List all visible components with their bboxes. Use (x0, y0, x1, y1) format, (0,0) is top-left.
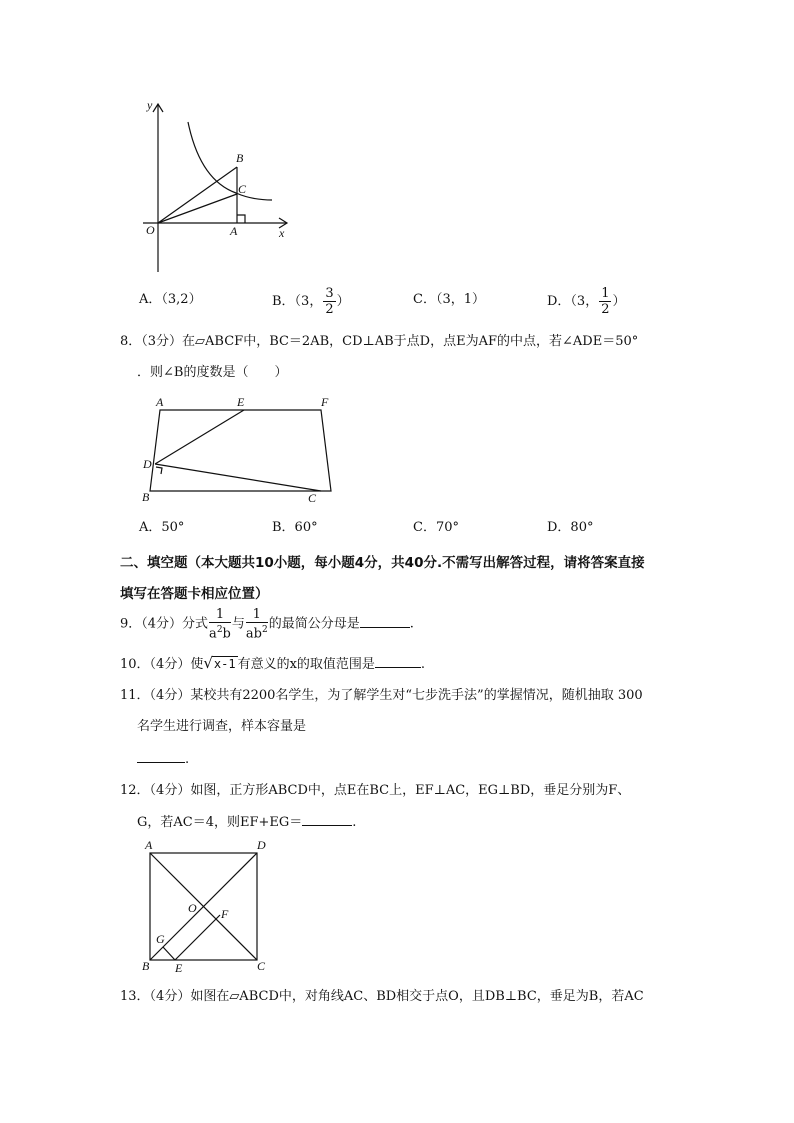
q12-label-a: A (145, 838, 153, 852)
q11-line2: 名学生进行调查，样本容量是 (137, 719, 307, 734)
q12-label-e: E (175, 961, 183, 975)
q11-line1: 11．（4分）某校共有2200名学生，为了解学生对“七步洗手法”的掌握情况，随机抽取 300 (120, 688, 643, 703)
q8-option-a: A．50° (139, 520, 185, 535)
q8-label-f: F (321, 395, 329, 409)
q8-option-b: B．60° (272, 520, 318, 535)
q13-line1: 13．（4分）如图在▱ABCD中，对角线AC、BD相交于点O，且DB⊥BC，垂足为B，若AC (120, 989, 644, 1004)
q12-label-c: C (257, 959, 266, 973)
q12-line1: 12．（4分）如图，正方形ABCD中，点E在BC上，EF⊥AC，EG⊥BD，垂足分别为F、 (120, 783, 631, 798)
graph-label-a: A (230, 224, 238, 238)
q8-option-d: D．80° (547, 520, 594, 535)
segment-eg (163, 947, 175, 960)
q12-line2: G，若AC＝4，则EF+EG＝ . (137, 815, 357, 830)
q8-label-a: A (156, 395, 164, 409)
q7-option-c: C．（3，1） (413, 292, 485, 307)
q12-label-g: G (156, 932, 165, 946)
q7-option-b: B．（3， $\frac{3}{2}$ ） (272, 286, 350, 317)
q8-line1: 8．（3分）在▱ABCF中，BC＝2AB，CD⊥AB于点D，点E为AF的中点，若∠ADE＝50° (120, 334, 639, 349)
graph-label-b: B (236, 151, 244, 165)
segment-ef (175, 915, 220, 960)
graph-label-y: y (147, 98, 153, 112)
q11-answer: . (137, 750, 189, 769)
q7-option-a: A．（3,2） (139, 292, 202, 307)
graph-label-o: O (146, 223, 155, 237)
q12-label-b: B (142, 959, 150, 973)
q8-line2: ．则∠B的度数是（ ） (137, 365, 288, 380)
q12-label-f: F (221, 907, 229, 921)
q9-question: 9．（4分）分式 $\frac{1}{a^2b}$ 与 $\frac{1}{ab^2}$ 的最简公分母是 . (120, 607, 414, 642)
q8-label-b: B (142, 490, 150, 504)
q10-question: 10．（4分）使√x-1 有意义的x的取值范围是 . (120, 654, 426, 672)
section2-heading-line1: 二、填空题（本大题共10小题，每小题4分，共40分.不需写出解答过程，请将答案直接 (120, 555, 645, 571)
q8-label-d: D (143, 457, 152, 471)
section2-heading-line2: 填写在答题卡相应位置） (120, 586, 269, 602)
q12-label-o: O (188, 901, 197, 915)
q8-label-e: E (237, 395, 245, 409)
graph-label-x: x (279, 226, 285, 240)
graph-label-c: C (238, 182, 247, 196)
q7-option-d: D．（3， $\frac{1}{2}$ ） (547, 286, 626, 317)
q8-option-c: C．70° (413, 520, 459, 535)
q8-label-c: C (308, 491, 317, 505)
q12-label-d: D (257, 838, 266, 852)
